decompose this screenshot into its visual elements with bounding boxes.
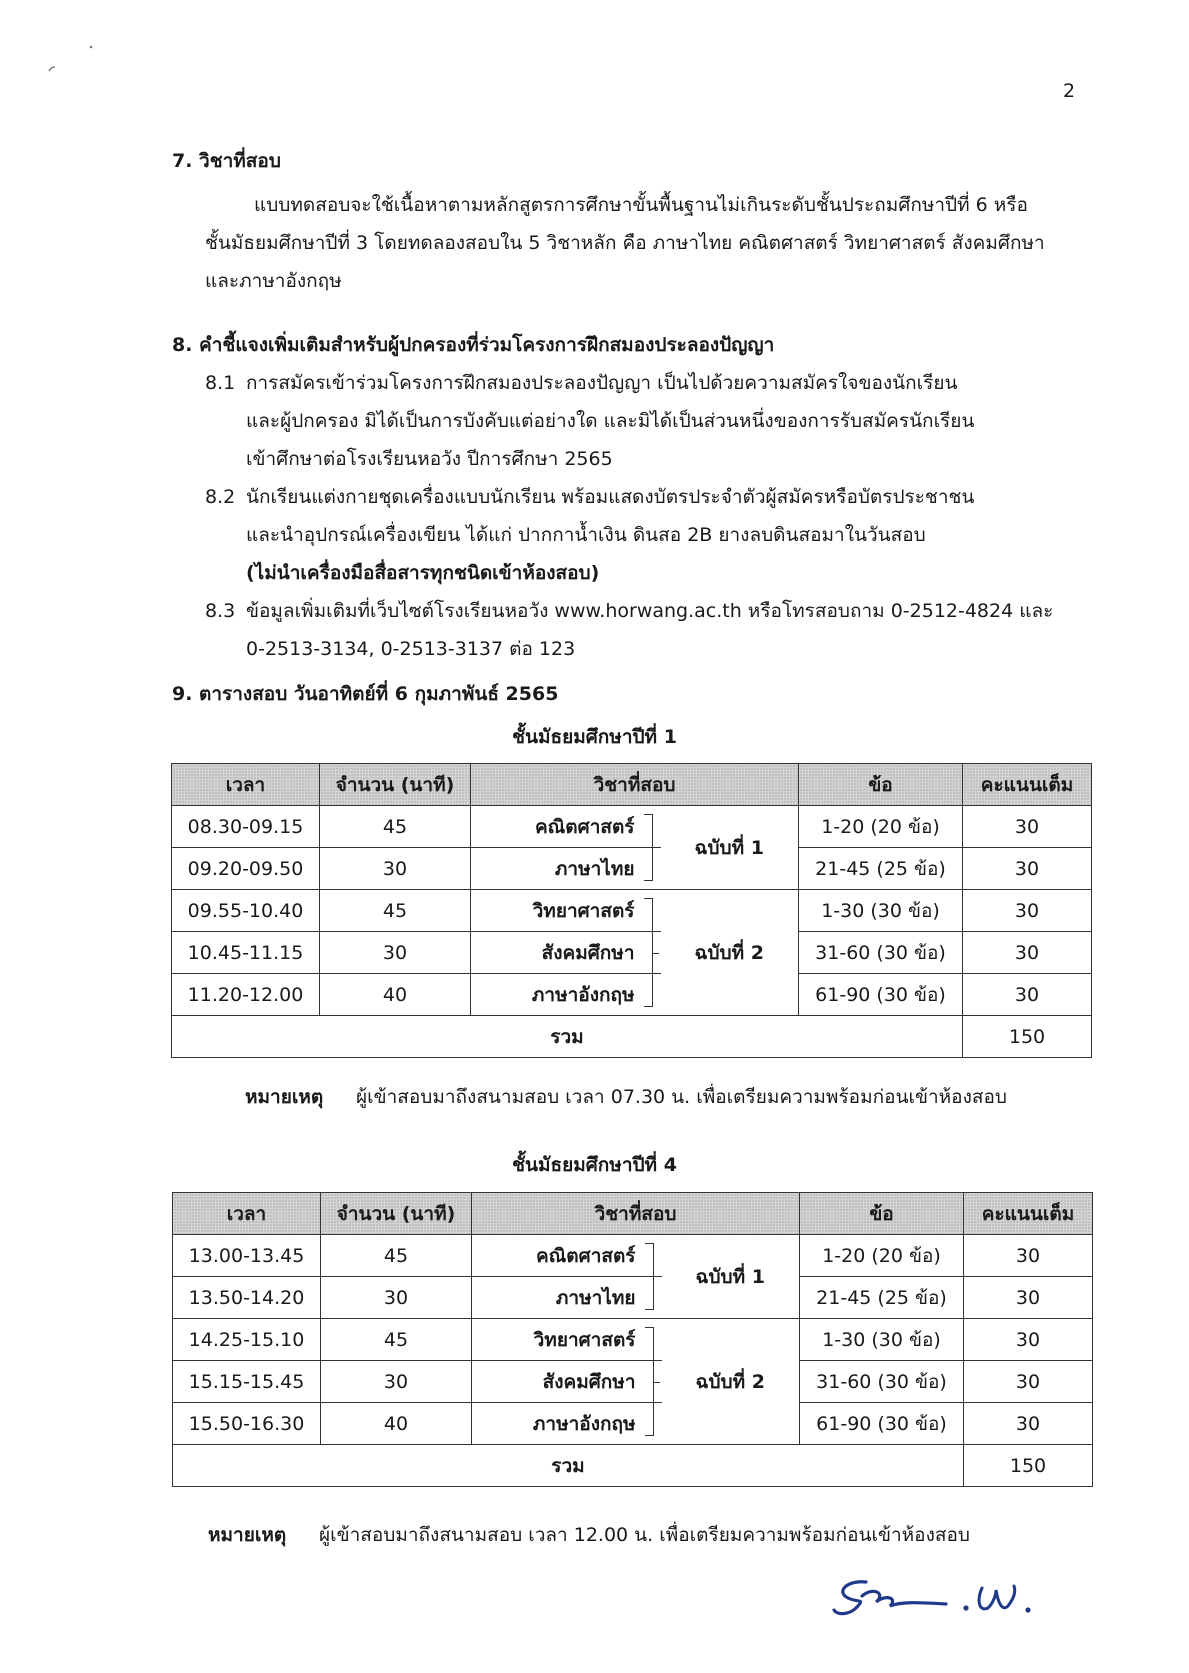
bracket-tick xyxy=(654,1382,660,1383)
table-1-caption: ชั้นมัธยมศึกษาปีที่ 1 xyxy=(512,726,677,748)
subject-text: คณิตศาสตร์ xyxy=(535,1244,636,1267)
table-total-row xyxy=(173,1445,1093,1487)
cell-score: 30 xyxy=(963,974,1092,1016)
item-8-1-line-2: และผู้ปกครอง มิได้เป็นการบังคับแต่อย่างใด และมิได้เป็นส่วนหนึ่งของการรับสมัครนักเรียน xyxy=(246,410,975,432)
cell-items: 1-20 (20 ข้อ) xyxy=(799,806,963,848)
bracket-top xyxy=(644,898,653,932)
bracket-tick xyxy=(654,1276,660,1277)
bracket-tick xyxy=(653,953,659,954)
item-8-1-line-1: การสมัครเข้าร่วมโครงการฝึกสมองประลองปัญญา เป็นไปด้วยความสมัครใจของนักเรียน xyxy=(246,372,958,394)
cell-minutes: 45 xyxy=(321,1319,472,1361)
cell-minutes: 45 xyxy=(320,806,471,848)
table-row xyxy=(173,1319,1093,1361)
cell-time: 08.30-09.15 xyxy=(172,806,320,848)
header-minutes: จำนวน (นาที) xyxy=(320,764,471,806)
item-8-1-line-3: เข้าศึกษาต่อโรงเรียนหอวัง ปีการศึกษา 2565 xyxy=(246,448,613,470)
table-row xyxy=(172,806,1092,848)
table-header-row xyxy=(173,1193,1093,1235)
cell-time: 09.20-09.50 xyxy=(172,848,320,890)
cell-items: 21-45 (25 ข้อ) xyxy=(799,848,963,890)
header-items: ข้อ xyxy=(800,1193,964,1235)
subject-text: สังคมศึกษา xyxy=(542,1370,636,1393)
cell-items: 31-60 (30 ข้อ) xyxy=(800,1361,964,1403)
subject-text: ภาษาไทย xyxy=(554,857,635,880)
cell-minutes: 45 xyxy=(320,890,471,932)
subject-text: วิทยาศาสตร์ xyxy=(533,1328,636,1351)
bracket-top xyxy=(645,1243,654,1277)
cell-version-2: ฉบับที่ 2 xyxy=(661,890,799,1016)
header-score: คะแนนเต็ม xyxy=(963,764,1092,806)
cell-items: 31-60 (30 ข้อ) xyxy=(799,932,963,974)
cell-subject xyxy=(471,890,661,932)
cell-time: 14.25-15.10 xyxy=(173,1319,321,1361)
section-7-line-2: ชั้นมัธยมศึกษาปีที่ 3 โดยทดลองสอบใน 5 วิชาหลัก คือ ภาษาไทย คณิตศาสตร์ วิทยาศาสตร์ สังคมศึกษา xyxy=(205,232,1045,254)
cell-items: 1-30 (30 ข้อ) xyxy=(800,1319,964,1361)
subject-text: คณิตศาสตร์ xyxy=(534,815,635,838)
table-row xyxy=(173,1277,1093,1319)
cell-time: 13.50-14.20 xyxy=(173,1277,321,1319)
section-7-line-3: และภาษาอังกฤษ xyxy=(205,270,342,292)
cell-items: 1-20 (20 ข้อ) xyxy=(800,1235,964,1277)
item-8-2-line-2: และนำอุปกรณ์เครื่องเขียน ได้แก่ ปากกาน้ำเงิน ดินสอ 2B ยางลบดินสอมาในวันสอบ xyxy=(246,524,926,546)
cell-items: 61-90 (30 ข้อ) xyxy=(799,974,963,1016)
cell-minutes: 30 xyxy=(321,1277,472,1319)
table-row xyxy=(172,890,1092,932)
signature-mark xyxy=(826,1568,1086,1638)
cell-subject xyxy=(472,1319,662,1361)
bracket-middle xyxy=(645,1360,654,1403)
header-subject: วิชาที่สอบ xyxy=(472,1193,800,1235)
bracket-top xyxy=(645,1327,654,1361)
table-row xyxy=(172,848,1092,890)
cell-total: 150 xyxy=(963,1016,1092,1058)
cell-subject xyxy=(472,1277,662,1319)
cell-items: 21-45 (25 ข้อ) xyxy=(800,1277,964,1319)
cell-total: 150 xyxy=(964,1445,1093,1487)
item-8-3-line-1: ข้อมูลเพิ่มเติมที่เว็บไซต์โรงเรียนหอวัง www.horwang.ac.th หรือโทรสอบถาม 0-2512-4824 และ xyxy=(246,600,1054,622)
header-subject: วิชาที่สอบ xyxy=(471,764,799,806)
header-time: เวลา xyxy=(172,764,320,806)
cell-subject xyxy=(471,848,661,890)
cell-version-1: ฉบับที่ 1 xyxy=(661,806,799,890)
table-row xyxy=(173,1235,1093,1277)
cell-score: 30 xyxy=(963,848,1092,890)
cell-score: 30 xyxy=(963,806,1092,848)
cell-version-1: ฉบับที่ 1 xyxy=(662,1235,800,1319)
schedule-table-m4 xyxy=(172,1192,1093,1487)
cell-subject xyxy=(472,1235,662,1277)
table-2-caption: ชั้นมัธยมศึกษาปีที่ 4 xyxy=(512,1154,677,1176)
cell-minutes: 30 xyxy=(320,932,471,974)
section-7-heading: 7. วิชาที่สอบ xyxy=(172,150,281,172)
cell-minutes: 30 xyxy=(320,848,471,890)
cell-score: 30 xyxy=(964,1361,1093,1403)
cell-subject xyxy=(471,932,661,974)
cell-score: 30 xyxy=(964,1319,1093,1361)
cell-time: 13.00-13.45 xyxy=(173,1235,321,1277)
cell-score: 30 xyxy=(964,1277,1093,1319)
bracket-bottom xyxy=(644,973,653,1007)
cell-time: 10.45-11.15 xyxy=(172,932,320,974)
cell-minutes: 30 xyxy=(321,1361,472,1403)
note-1-text: ผู้เข้าสอบมาถึงสนามสอบ เวลา 07.30 น. เพื่อเตรียมความพร้อมก่อนเข้าห้องสอบ xyxy=(356,1086,1007,1108)
subject-text: ภาษาอังกฤษ xyxy=(531,983,635,1006)
bracket-bottom xyxy=(645,1276,654,1310)
item-8-1-number: 8.1 xyxy=(205,372,236,394)
table-row xyxy=(172,974,1092,1016)
cell-score: 30 xyxy=(964,1235,1093,1277)
bracket-middle xyxy=(644,931,653,974)
subject-text: ภาษาอังกฤษ xyxy=(532,1412,636,1435)
bracket-top xyxy=(644,814,653,848)
item-8-3-line-2: 0-2513-3134, 0-2513-3137 ต่อ 123 xyxy=(246,638,576,660)
note-1-label: หมายเหตุ xyxy=(245,1086,324,1108)
table-row xyxy=(173,1361,1093,1403)
cell-subject xyxy=(472,1403,662,1445)
table-header-row xyxy=(172,764,1092,806)
item-8-3-number: 8.3 xyxy=(205,600,236,622)
cell-items: 1-30 (30 ข้อ) xyxy=(799,890,963,932)
section-8-heading: 8. คำชี้แจงเพิ่มเติมสำหรับผู้ปกครองที่ร่วมโครงการฝึกสมองประลองปัญญา xyxy=(172,334,775,356)
cell-total-label: รวม xyxy=(172,1016,963,1058)
cell-score: 30 xyxy=(963,932,1092,974)
item-8-2-line-3: (ไม่นำเครื่องมือสื่อสารทุกชนิดเข้าห้องสอบ) xyxy=(246,562,600,584)
cell-minutes: 45 xyxy=(321,1235,472,1277)
cell-minutes: 40 xyxy=(321,1403,472,1445)
cell-time: 09.55-10.40 xyxy=(172,890,320,932)
subject-text: วิทยาศาสตร์ xyxy=(532,899,635,922)
note-2-text: ผู้เข้าสอบมาถึงสนามสอบ เวลา 12.00 น. เพื่อเตรียมความพร้อมก่อนเข้าห้องสอบ xyxy=(319,1524,970,1546)
cell-time: 15.50-16.30 xyxy=(173,1403,321,1445)
item-8-2-line-1: นักเรียนแต่งกายชุดเครื่องแบบนักเรียน พร้อมแสดงบัตรประจำตัวผู้สมัครหรือบัตรประชาชน xyxy=(246,486,975,508)
cell-time: 15.15-15.45 xyxy=(173,1361,321,1403)
item-8-2-number: 8.2 xyxy=(205,486,236,508)
header-minutes: จำนวน (นาที) xyxy=(321,1193,472,1235)
cell-score: 30 xyxy=(964,1403,1093,1445)
schedule-table-m1 xyxy=(171,763,1092,1058)
section-7-line-1: แบบทดสอบจะใช้เนื้อหาตามหลักสูตรการศึกษาขั้นพื้นฐานไม่เกินระดับชั้นประถมศึกษาปีที่ 6 หรือ xyxy=(254,194,1028,216)
subject-text: ภาษาไทย xyxy=(555,1286,636,1309)
table-row xyxy=(173,1403,1093,1445)
cell-version-2: ฉบับที่ 2 xyxy=(662,1319,800,1445)
bracket-tick xyxy=(653,847,659,848)
section-9-heading: 9. ตารางสอบ วันอาทิตย์ที่ 6 กุมภาพันธ์ 2565 xyxy=(172,683,559,705)
page-number: 2 xyxy=(1063,80,1076,102)
cell-subject xyxy=(471,806,661,848)
table-row xyxy=(172,932,1092,974)
bracket-bottom xyxy=(645,1402,654,1436)
bracket-bottom xyxy=(644,847,653,881)
header-items: ข้อ xyxy=(799,764,963,806)
note-2-label: หมายเหตุ xyxy=(208,1524,287,1546)
header-score: คะแนนเต็ม xyxy=(964,1193,1093,1235)
cell-score: 30 xyxy=(963,890,1092,932)
cell-total-label: รวม xyxy=(173,1445,964,1487)
scan-speck-marks xyxy=(40,38,100,88)
cell-items: 61-90 (30 ข้อ) xyxy=(800,1403,964,1445)
table-total-row xyxy=(172,1016,1092,1058)
cell-subject xyxy=(471,974,661,1016)
header-time: เวลา xyxy=(173,1193,321,1235)
cell-time: 11.20-12.00 xyxy=(172,974,320,1016)
subject-text: สังคมศึกษา xyxy=(541,941,635,964)
cell-minutes: 40 xyxy=(320,974,471,1016)
cell-subject xyxy=(472,1361,662,1403)
